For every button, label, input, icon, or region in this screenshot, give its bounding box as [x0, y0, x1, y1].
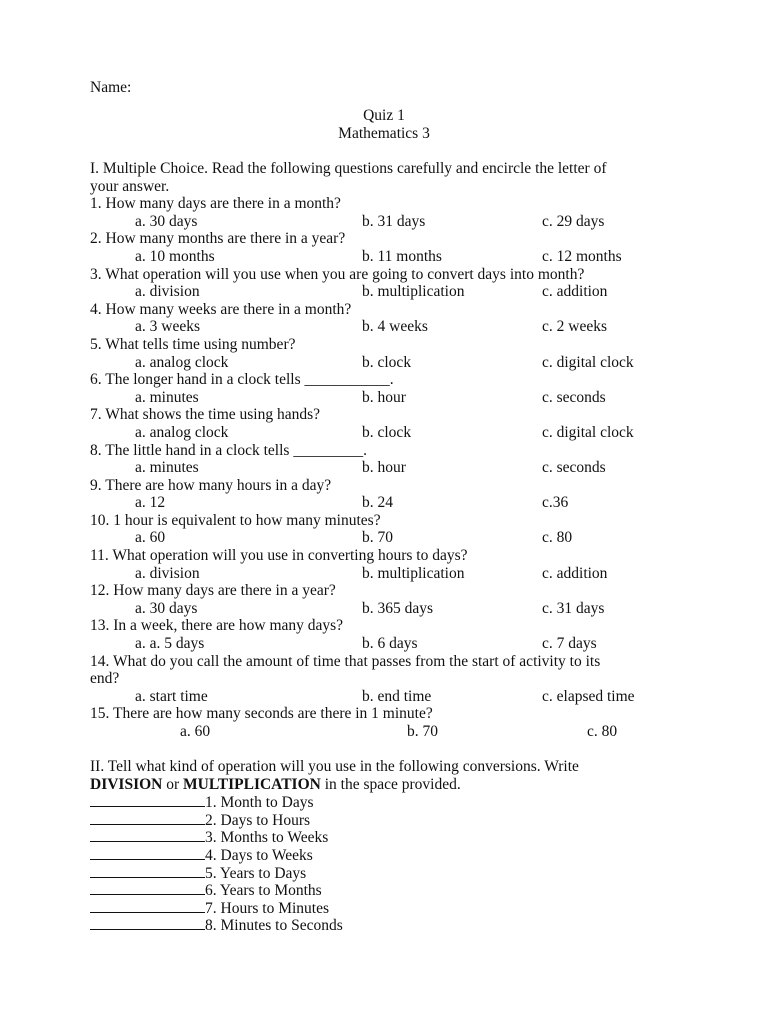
quiz-subtitle: Mathematics 3	[338, 125, 430, 142]
instructions-rest: in the space provided.	[320, 775, 461, 793]
choice-c[interactable]: c. 80	[587, 723, 618, 740]
choice-c[interactable]: c. addition	[542, 283, 608, 301]
conversion-label: 2. Days to Hours	[205, 811, 311, 829]
question: 13. In a week, there are how many days?	[90, 617, 344, 635]
choice-row	[90, 723, 690, 741]
choice-b[interactable]: b. clock	[362, 353, 412, 371]
question: 10. 1 hour is equivalent to how many minutes?	[90, 511, 381, 529]
choice-c[interactable]: c. digital clock	[542, 353, 634, 371]
conversion-item	[90, 793, 690, 811]
answer-blank[interactable]	[90, 881, 205, 895]
choice-c[interactable]: c. 2 weeks	[542, 318, 607, 336]
question: 11. What operation will you use in converting hours to days?	[90, 547, 468, 565]
question-cont: end?	[90, 670, 120, 688]
choice-row	[90, 565, 690, 583]
choice-row	[90, 600, 690, 618]
question: 2. How many months are there in a year?	[90, 230, 346, 248]
conversion-label: 4. Days to Weeks	[205, 846, 313, 864]
conversion-item	[90, 864, 690, 882]
choice-a[interactable]: a. analog clock	[135, 423, 229, 441]
choice-c[interactable]: c. 7 days	[542, 635, 597, 653]
choice-b[interactable]: b. 6 days	[362, 635, 418, 653]
choice-a[interactable]: a. 30 days	[135, 599, 198, 617]
choice-a[interactable]: a. minutes	[135, 459, 199, 477]
multiplication-keyword: MULTIPLICATION	[183, 775, 321, 793]
choice-b[interactable]: b. end time	[362, 687, 432, 705]
choice-row	[90, 635, 690, 653]
choice-b[interactable]: b. 24	[362, 494, 393, 512]
choice-b[interactable]: b. 70	[407, 723, 438, 740]
conversion-label: 6. Years to Months	[205, 882, 322, 900]
conversion-label: 7. Hours to Minutes	[205, 899, 329, 917]
choice-c[interactable]: c. 80	[542, 529, 573, 547]
choice-a[interactable]: a. a. 5 days	[135, 635, 205, 653]
choice-row	[90, 389, 690, 407]
conversion-section	[90, 758, 690, 934]
choice-c[interactable]: c. addition	[542, 564, 608, 582]
answer-blank[interactable]	[90, 864, 205, 878]
choice-a[interactable]: a. start time	[135, 687, 208, 705]
answer-blank[interactable]	[90, 899, 205, 913]
choice-row	[90, 354, 690, 372]
quiz-title: Quiz 1	[363, 107, 405, 124]
question: 3. What operation will you use when you are going to convert days into month?	[90, 265, 585, 283]
conversion-label: 8. Minutes to Seconds	[205, 917, 343, 935]
conversion-item	[90, 899, 690, 917]
choice-row	[90, 688, 690, 706]
choice-c[interactable]: c. digital clock	[542, 423, 634, 441]
choice-a[interactable]: a. 60	[135, 529, 166, 547]
conversion-label: 5. Years to Days	[205, 864, 307, 882]
choice-c[interactable]: c. elapsed time	[542, 687, 635, 705]
conversion-item	[90, 916, 690, 934]
choice-b[interactable]: b. multiplication	[362, 283, 465, 301]
choice-c[interactable]: c. 12 months	[542, 247, 622, 265]
choice-b[interactable]: b. clock	[362, 423, 412, 441]
choice-row	[90, 494, 690, 512]
choice-row	[90, 248, 690, 266]
answer-blank[interactable]	[90, 793, 205, 807]
choice-a[interactable]: a. 30 days	[135, 212, 198, 230]
choice-a[interactable]: a. division	[135, 564, 200, 582]
choice-c[interactable]: c. seconds	[542, 459, 606, 477]
choice-row	[90, 213, 690, 231]
name-label: Name:	[90, 79, 132, 96]
conversion-label: 1. Month to Days	[205, 794, 314, 812]
answer-blank[interactable]	[90, 846, 205, 860]
choice-a[interactable]: a. 10 months	[135, 247, 215, 265]
question: 8. The little hand in a clock tells _________.	[90, 441, 367, 459]
section1-instructions-cont: your answer.	[90, 177, 170, 195]
division-keyword: DIVISION	[90, 775, 163, 793]
question: 7. What shows the time using hands?	[90, 406, 321, 424]
question: 6. The longer hand in a clock tells ___________.	[90, 371, 394, 389]
choice-b[interactable]: b. 11 months	[362, 247, 442, 265]
question: 12. How many days are there in a year?	[90, 582, 336, 600]
choice-a[interactable]: a. analog clock	[135, 353, 229, 371]
choice-c[interactable]: c. 29 days	[542, 212, 605, 230]
conversion-item	[90, 881, 690, 899]
answer-blank[interactable]	[90, 916, 205, 930]
choice-a[interactable]: a. 12	[135, 494, 166, 512]
choice-b[interactable]: b. 31 days	[362, 212, 426, 230]
choice-b[interactable]: b. multiplication	[362, 564, 465, 582]
choice-a[interactable]: a. 60	[180, 723, 211, 740]
question: 9. There are how many hours in a day?	[90, 476, 332, 494]
section1-instructions: I. Multiple Choice. Read the following questions carefully and encircle the letter of	[90, 160, 607, 177]
choice-c[interactable]: c.36	[542, 494, 569, 512]
answer-blank[interactable]	[90, 811, 205, 825]
choice-row	[90, 459, 690, 477]
question: 14. What do you call the amount of time that passes from the start of activity to its	[90, 652, 601, 670]
choice-b[interactable]: b. 4 weeks	[362, 318, 428, 336]
choice-row	[90, 529, 690, 547]
question: 15. There are how many seconds are there in 1 minute?	[90, 705, 433, 723]
choice-c[interactable]: c. seconds	[542, 388, 606, 406]
choice-a[interactable]: a. 3 weeks	[135, 318, 200, 336]
choice-row	[90, 318, 690, 336]
choice-row	[90, 283, 690, 301]
conversion-item	[90, 811, 690, 829]
question: 1. How many days are there in a month?	[90, 195, 341, 213]
choice-b[interactable]: b. hour	[362, 459, 406, 477]
conversion-item	[90, 828, 690, 846]
choice-a[interactable]: a. minutes	[135, 388, 199, 406]
section2-instructions: II. Tell what kind of operation will you use in the following conversions. Write	[90, 758, 579, 775]
choice-b[interactable]: b. 70	[362, 529, 393, 547]
question: 4. How many weeks are there in a month?	[90, 300, 352, 318]
question: 5. What tells time using number?	[90, 335, 296, 353]
multiple-choice-section	[90, 160, 690, 741]
choice-b[interactable]: b. hour	[362, 388, 406, 406]
conversion-item	[90, 846, 690, 864]
choice-c[interactable]: c. 31 days	[542, 599, 605, 617]
choice-a[interactable]: a. division	[135, 283, 200, 301]
or-text: or	[162, 775, 184, 793]
section2-instructions-cont	[90, 776, 690, 794]
conversion-label: 3. Months to Weeks	[205, 829, 329, 847]
choice-b[interactable]: b. 365 days	[362, 599, 434, 617]
answer-blank[interactable]	[90, 828, 205, 842]
choice-row	[90, 424, 690, 442]
